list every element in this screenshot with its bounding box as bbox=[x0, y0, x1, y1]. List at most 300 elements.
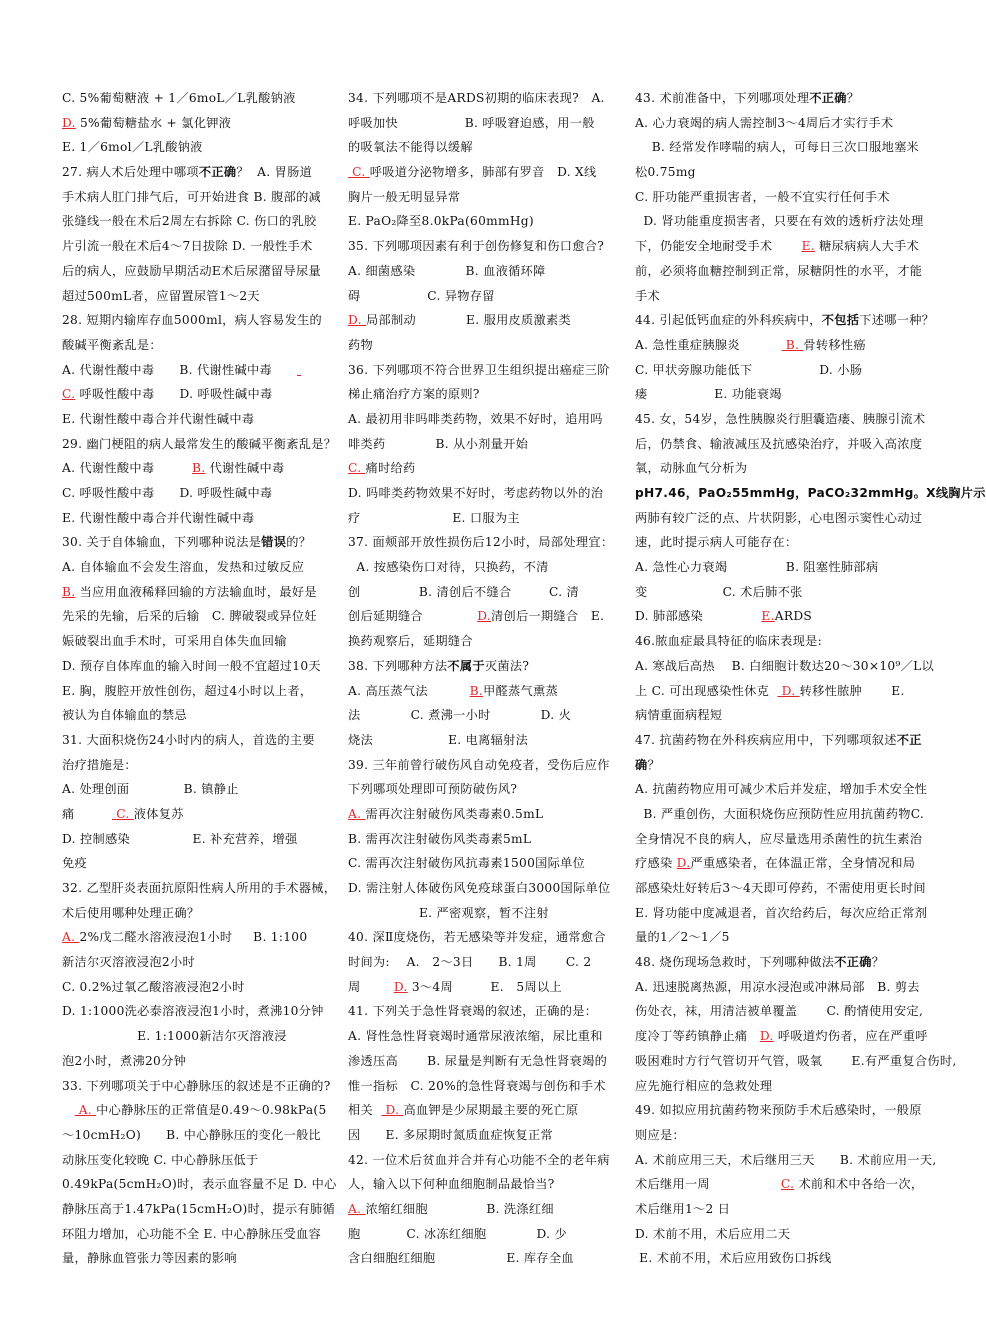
text-segment: 术后继用一周 bbox=[635, 1177, 781, 1192]
text-segment: 胞 C. 冰冻红细胞 D. 少 bbox=[348, 1226, 567, 1241]
text-segment: 变 C. 术后肺不张 bbox=[635, 584, 803, 599]
answer-marker: D. bbox=[393, 979, 408, 994]
text-segment: 全身情况不良的病人，应尽量选用杀菌性的抗生素治 bbox=[635, 831, 923, 846]
text-segment: E. 代谢性酸中毒合并代谢性碱中毒 bbox=[62, 411, 255, 426]
text-segment: 呼吸道分泌物增多，肺部有罗音 D. X线 bbox=[369, 165, 597, 180]
text-segment: 28. 短期内输库存血5000ml，病人容易发生的 bbox=[62, 313, 323, 328]
text-segment: 后的病人，应鼓励早期活动E术后尿潴留导尿量 bbox=[62, 263, 321, 278]
text-segment bbox=[62, 1103, 75, 1117]
text-segment: E. PaO₂降至8.0kPa(60mmHg) bbox=[348, 214, 534, 229]
text-line bbox=[348, 432, 624, 457]
text-segment: A. 寒战后高热 B. 白细胞计数达20～30×10⁹／L以 bbox=[635, 658, 934, 673]
text-segment: 术后继用1～2 日 bbox=[635, 1201, 731, 1216]
text-segment: 相关 bbox=[348, 1103, 382, 1118]
text-segment: 42. 一位术后贫血并合并有心功能不全的老年病 bbox=[348, 1152, 610, 1167]
text-segment: 0.49kPa(5cmH₂O)时，表示血容量不足 D. 中心 bbox=[62, 1177, 337, 1192]
text-line bbox=[635, 1024, 928, 1049]
answer-marker: D. bbox=[62, 115, 76, 130]
text-segment: 糖尿病病人大手术 bbox=[814, 239, 920, 254]
text-segment: 术后使用哪种处理正确？ bbox=[62, 905, 200, 920]
text-line bbox=[62, 407, 338, 432]
text-segment: 静脉压高于1.47kPa(15cmH₂O)时，提示有肺循 bbox=[62, 1201, 335, 1216]
text-line bbox=[348, 481, 624, 506]
text-segment: 度冷丁等药镇静止痛 bbox=[635, 1029, 760, 1044]
text-line bbox=[635, 975, 920, 1000]
text-segment: 下，仍能安全地耐受手术 bbox=[635, 239, 802, 254]
emphasis-text: 错误 bbox=[261, 535, 287, 550]
text-line bbox=[62, 1049, 338, 1074]
text-line bbox=[348, 925, 624, 950]
answer-marker: D. bbox=[676, 856, 691, 871]
text-line bbox=[62, 1074, 338, 1099]
text-segment: 碍 C. 异物存留 bbox=[348, 288, 495, 303]
text-line bbox=[348, 851, 624, 876]
text-line bbox=[635, 654, 934, 679]
text-segment: 27. 病人术后处理中哪项 bbox=[62, 165, 199, 180]
text-segment: E. 1／6mol／L乳酸钠液 bbox=[62, 140, 203, 155]
text-line bbox=[348, 111, 624, 136]
text-line bbox=[635, 753, 911, 778]
text-line bbox=[62, 358, 338, 383]
text-line bbox=[348, 407, 624, 432]
text-segment: B. 需再次注射破伤风类毒素5mL bbox=[348, 831, 532, 846]
text-segment: A. 代谢性酸中毒 B. 代谢性碱中毒 bbox=[62, 362, 297, 377]
text-segment: E. 严密观察，暂不注射 bbox=[348, 905, 549, 920]
text-line bbox=[62, 777, 338, 802]
text-line bbox=[635, 555, 911, 580]
text-line bbox=[348, 456, 624, 481]
text-line bbox=[62, 234, 338, 259]
text-segment: 酸碱平衡紊乱是： bbox=[62, 337, 162, 352]
text-line bbox=[348, 358, 624, 383]
text-segment: 当应用血液稀释回输的方法输血时，最好是 bbox=[75, 584, 317, 599]
text-line bbox=[348, 1148, 624, 1173]
text-segment: E. 代谢性酸中毒合并代谢性碱中毒 bbox=[62, 510, 255, 525]
text-line bbox=[62, 802, 338, 827]
text-segment: 骨转移性癌 bbox=[803, 337, 866, 352]
text-segment: 药物 bbox=[348, 337, 373, 352]
text-line bbox=[348, 234, 624, 259]
text-segment: 浓缩红细胞 B. 洗涤红细 bbox=[365, 1201, 554, 1216]
text-line bbox=[348, 604, 624, 629]
emphasis-text: pH7.46，PaO₂55mmHg，PaCO₂32mmHg。X线胸片示 bbox=[635, 486, 986, 500]
text-line bbox=[635, 358, 911, 383]
text-segment: 32. 乙型肝炎表面抗原阳性病人所用的手术器械， bbox=[62, 881, 337, 895]
emphasis-text: 不正确 bbox=[809, 91, 847, 105]
text-segment: 呼吸道灼伤者，应在严重呼 bbox=[773, 1029, 928, 1044]
text-segment: 应先施行相应的急救处理 bbox=[635, 1078, 773, 1093]
text-line bbox=[348, 901, 624, 926]
text-line bbox=[348, 1049, 624, 1074]
text-segment: 创后延期缝合 bbox=[348, 609, 478, 624]
text-segment: A. 细菌感染 B. 血液循环障 bbox=[348, 263, 546, 278]
text-segment: 量，静脉血管张力等因素的影响 bbox=[62, 1251, 237, 1266]
text-segment: D. 1:1000洗必泰溶液浸泡1小时，煮沸10分钟 bbox=[62, 1004, 324, 1019]
text-line bbox=[635, 901, 928, 926]
text-segment: 43. 术前准备中，下列哪项处理 bbox=[635, 91, 810, 105]
text-line bbox=[348, 777, 624, 802]
text-segment: 烧法 E. 电离辐射法 bbox=[348, 732, 529, 747]
text-line bbox=[635, 209, 924, 234]
text-segment: D. 控制感染 E. 补充营养，增强 bbox=[62, 831, 298, 846]
text-segment: A. 最初用非吗啡类药物，效果不好时，追用吗 bbox=[348, 411, 603, 426]
text-line bbox=[348, 86, 624, 111]
text-segment: 36. 下列哪项不符合世界卫生组织提出癌症三阶 bbox=[348, 362, 610, 377]
text-segment: 前，必须将血糖控制到正常，尿糖阴性的水平，才能 bbox=[635, 263, 923, 278]
text-line bbox=[62, 999, 338, 1024]
text-segment: 胸片一般无明显异常 bbox=[348, 189, 461, 204]
text-segment: 代谢性碱中毒 bbox=[205, 461, 285, 476]
text-line bbox=[62, 728, 338, 753]
text-line bbox=[348, 1246, 624, 1271]
text-segment: 38. 下列哪种方法 bbox=[348, 658, 448, 673]
text-segment: 34. 下列哪项不是ARDS初期的临床表现? A. bbox=[348, 91, 605, 105]
text-line bbox=[635, 703, 911, 728]
text-line bbox=[348, 975, 624, 1000]
text-segment: 含白细胞红细胞 E. 库存全血 bbox=[348, 1251, 574, 1266]
text-line bbox=[348, 1172, 624, 1197]
text-line bbox=[348, 629, 624, 654]
text-segment: 创 B. 清创后不缝合 C. 清 bbox=[348, 584, 580, 599]
text-segment: D. 肺部感染 bbox=[635, 609, 762, 624]
text-segment: 先采的先输，后采的后输 C. 脾破裂或异位妊 bbox=[62, 609, 317, 624]
text-line bbox=[635, 1123, 911, 1148]
text-line bbox=[635, 530, 911, 555]
text-line bbox=[62, 382, 338, 407]
text-line bbox=[635, 876, 926, 901]
text-line bbox=[635, 1222, 911, 1247]
text-segment: 免疫 bbox=[62, 856, 87, 871]
text-segment: D. 吗啡类药物效果不好时，考虑药物以外的治 bbox=[348, 486, 604, 500]
text-segment: 44. 引起低钙血症的外科疾病中， bbox=[635, 313, 822, 328]
text-segment: 的吸氧法不能得以缓解 bbox=[348, 140, 473, 155]
text-line bbox=[62, 703, 338, 728]
text-line bbox=[62, 160, 338, 185]
text-line bbox=[62, 654, 338, 679]
text-segment: A. 急性心力衰竭 B. 阻塞性肺部病 bbox=[635, 560, 879, 575]
text-segment: ？ bbox=[647, 757, 660, 772]
text-segment: 吸困难时方行气管切开气管，吸氧 E.有严重复合伤时, bbox=[635, 1053, 957, 1068]
text-line bbox=[635, 481, 986, 506]
text-segment: 手术 bbox=[635, 288, 660, 303]
answer-marker: C. bbox=[780, 1177, 795, 1192]
text-line bbox=[635, 382, 911, 407]
answer-marker: C. bbox=[62, 387, 76, 402]
text-segment: 啡类药 B. 从小剂量开始 bbox=[348, 436, 529, 451]
text-line bbox=[635, 950, 911, 975]
text-line bbox=[348, 209, 624, 234]
text-segment: E. 1:1000新洁尔灭溶液浸 bbox=[62, 1029, 287, 1044]
text-line bbox=[348, 580, 624, 605]
text-line bbox=[62, 580, 338, 605]
text-line bbox=[635, 999, 924, 1024]
emphasis-text: 不包括 bbox=[821, 313, 860, 328]
text-segment: C. 呼吸性酸中毒 D. 呼吸性碱中毒 bbox=[62, 486, 273, 500]
text-line bbox=[635, 407, 926, 432]
text-segment: 31. 大面积烧伤24小时内的病人，首选的主要 bbox=[62, 732, 315, 747]
text-segment: 手术病人肛门排气后，可开始进食 B. 腹部的减 bbox=[62, 189, 322, 204]
text-line bbox=[348, 999, 624, 1024]
answer-marker: C. bbox=[348, 461, 366, 476]
text-segment: 瘘 E. 功能衰竭 bbox=[635, 387, 782, 402]
text-line bbox=[62, 135, 338, 160]
text-line bbox=[635, 111, 911, 136]
text-segment: 超过500mL者，应留置尿管1～2天 bbox=[62, 288, 260, 303]
text-segment: 48. 烧伤现场急救时，下列哪种做法 bbox=[635, 955, 835, 970]
text-segment: A. 迅速脱离热源，用凉水浸泡或冲淋局部 B. 剪去 bbox=[635, 979, 920, 994]
text-segment: 因 E. 多尿期时氮质血症恢复正常 bbox=[348, 1127, 553, 1142]
text-line bbox=[348, 530, 624, 555]
text-line bbox=[635, 777, 928, 802]
text-line bbox=[348, 160, 624, 185]
text-segment: A. 处理创面 B. 镇静止 bbox=[62, 782, 239, 797]
text-line bbox=[635, 259, 923, 284]
text-line bbox=[635, 1074, 911, 1099]
text-line bbox=[635, 580, 911, 605]
column-middle bbox=[348, 86, 624, 1271]
emphasis-text: 不正 bbox=[896, 732, 922, 747]
text-line bbox=[348, 1222, 624, 1247]
answer-marker: B. bbox=[469, 683, 484, 698]
text-line bbox=[348, 1024, 624, 1049]
text-segment: 液体复苏 bbox=[133, 806, 184, 821]
text-segment: 49. 如拟应用抗菌药物来预防手术后感染时，一般原 bbox=[635, 1103, 922, 1118]
text-line bbox=[62, 530, 338, 555]
text-line bbox=[62, 950, 338, 975]
text-line bbox=[635, 925, 911, 950]
text-line bbox=[62, 1123, 338, 1148]
text-segment: 45. 女，54岁，急性胰腺炎行胆囊造瘘、胰腺引流术 bbox=[635, 411, 926, 426]
text-line bbox=[348, 703, 624, 728]
text-line bbox=[635, 1197, 911, 1222]
text-segment: 伤处衣，袜，用清洁被单覆盖 C. 酌情使用安定, bbox=[635, 1004, 924, 1019]
text-line bbox=[635, 284, 911, 309]
text-segment: ？ A. 胃肠道 bbox=[236, 165, 313, 180]
text-segment: E. 肾功能中度减退者，首次给药后，每次应给正常剂 bbox=[635, 905, 928, 920]
text-line bbox=[635, 1148, 937, 1173]
text-segment: A. 按感染伤口对待，只换药，不清 bbox=[348, 560, 549, 575]
text-segment: ～10cmH₂O) B. 中心静脉压的变化一般比 bbox=[62, 1127, 322, 1142]
text-segment: A. 术前应用三天，术后继用三天 B. 术前应用一天, bbox=[635, 1152, 937, 1167]
text-line bbox=[348, 1197, 624, 1222]
answer-marker: B. bbox=[781, 337, 804, 352]
text-segment: 娠破裂出血手术时，可采用自体失血回输 bbox=[62, 634, 287, 649]
text-segment: D. 需注射人体破伤风免疫球蛋白3000国际单位 bbox=[348, 881, 611, 895]
answer-marker: D. bbox=[777, 683, 800, 698]
text-line bbox=[348, 185, 624, 210]
text-line bbox=[62, 1148, 338, 1173]
text-line bbox=[348, 555, 624, 580]
text-line bbox=[348, 950, 624, 975]
text-line bbox=[62, 209, 338, 234]
answer-marker: C. bbox=[112, 806, 134, 821]
text-line bbox=[62, 975, 338, 1000]
text-line bbox=[62, 753, 338, 778]
text-segment: 动脉压变化较晚 C. 中心静脉压低于 bbox=[62, 1152, 259, 1167]
text-segment: 法 C. 煮沸一小时 D. 火 bbox=[348, 708, 572, 723]
text-line bbox=[62, 481, 338, 506]
text-line bbox=[348, 308, 624, 333]
text-segment: 3～4周 E. 5周以上 bbox=[407, 979, 562, 994]
text-line bbox=[348, 753, 624, 778]
text-segment: 47. 抗菌药物在外科疾病应用中，下列哪项叙述 bbox=[635, 732, 897, 747]
text-segment: 甲醛蒸气熏蒸 bbox=[483, 683, 559, 698]
answer-marker: D. bbox=[381, 1103, 404, 1118]
text-segment: A. 肾性急性肾衰竭时通常尿液浓缩，尿比重和 bbox=[348, 1029, 603, 1044]
text-segment: 疗 E. 口服为主 bbox=[348, 510, 520, 525]
text-segment: 严重感染者，在体温正常，全身情况和局 bbox=[690, 856, 916, 871]
text-line bbox=[635, 135, 920, 160]
text-segment: A. 心力衰竭的病人需控制3～4周后才实行手术 bbox=[635, 115, 894, 130]
text-segment: B. 严重创伤，大面积烧伤应预防性应用抗菌药物C. bbox=[635, 806, 925, 821]
text-segment: 周 bbox=[348, 979, 394, 994]
text-segment: E. 术前不用，术后应用致伤口拆线 bbox=[635, 1251, 832, 1266]
text-line bbox=[348, 382, 624, 407]
text-segment: 两肺有较广泛的点、片状阴影，心电图示窦性心动过 bbox=[635, 510, 923, 525]
text-segment: 清创后一期缝合 E. bbox=[491, 609, 605, 624]
text-segment: ARDS bbox=[774, 609, 813, 624]
text-line bbox=[62, 851, 338, 876]
text-line bbox=[62, 432, 338, 457]
emphasis-text: 不属于 bbox=[447, 658, 485, 673]
text-segment: ？ bbox=[846, 91, 860, 105]
text-segment: 氧，动脉血气分析为 bbox=[635, 461, 748, 476]
text-line bbox=[62, 86, 338, 111]
column-right bbox=[635, 86, 986, 1271]
text-segment: D. 术前不用，术后应用二天 bbox=[635, 1226, 791, 1241]
text-segment: D. 肾功能重度损害者，只要在有效的透析疗法处理 bbox=[635, 214, 924, 229]
text-segment: 呼吸性酸中毒 D. 呼吸性碱中毒 bbox=[75, 387, 273, 402]
text-line bbox=[635, 802, 925, 827]
text-segment: 惟一指标 C. 20%的急性肾衰竭与创伤和手术 bbox=[348, 1078, 606, 1093]
text-line bbox=[348, 876, 624, 901]
text-line bbox=[62, 629, 338, 654]
text-line bbox=[62, 308, 338, 333]
emphasis-text: 不正确 bbox=[834, 955, 872, 970]
text-segment: C. 需再次注射破伤风抗毒素1500国际单位 bbox=[348, 856, 586, 871]
answer-marker: E. bbox=[761, 609, 775, 624]
text-line bbox=[635, 86, 911, 111]
answer-marker: A. bbox=[348, 1201, 366, 1216]
answer-marker: D. bbox=[477, 609, 491, 624]
text-segment: B. 经常发作哮喘的病人，可每日三次口服地塞米 bbox=[635, 140, 920, 155]
text-segment: 灭菌法? bbox=[484, 658, 530, 673]
text-line bbox=[635, 308, 935, 333]
text-segment: 被认为自体输血的禁忌 bbox=[62, 708, 187, 723]
text-line bbox=[635, 604, 911, 629]
text-segment: 换药观察后，延期缝合 bbox=[348, 634, 473, 649]
answer-marker bbox=[297, 363, 301, 377]
text-line bbox=[635, 1172, 924, 1197]
text-segment: 则应是： bbox=[635, 1127, 685, 1142]
text-segment: 下述哪一种？ bbox=[859, 313, 935, 328]
text-segment: 部感染灶好转后3～4天即可停药，不需使用更长时间 bbox=[635, 881, 926, 895]
text-line bbox=[62, 876, 338, 901]
answer-marker: D. bbox=[759, 1029, 774, 1044]
text-segment: 35. 下列哪项因素有利于创伤修复和伤口愈合? bbox=[348, 239, 605, 254]
text-segment: 松0.75mg bbox=[635, 165, 696, 180]
text-segment: 的？ bbox=[286, 535, 312, 550]
text-line bbox=[635, 1098, 922, 1123]
text-segment: C. 甲状旁腺功能低下 D. 小肠 bbox=[635, 362, 863, 377]
text-segment: 高血钾是少尿期最主要的死亡原 bbox=[403, 1103, 579, 1118]
text-segment: 上 C. 可出现感染性休克 bbox=[635, 683, 778, 698]
text-segment: C. 0.2%过氧乙酸溶液浸泡2小时 bbox=[62, 979, 245, 994]
text-line bbox=[635, 827, 923, 852]
text-segment: E. 胸，腹腔开放性创伤，超过4小时以上者， bbox=[62, 683, 313, 698]
text-line bbox=[62, 1197, 338, 1222]
text-segment: 下列哪项处理即可预防破伤风? bbox=[348, 782, 518, 797]
text-line bbox=[62, 679, 338, 704]
text-segment: C. 肝功能严重损害者，一般不宜实行任何手术 bbox=[635, 189, 890, 204]
text-line bbox=[348, 135, 624, 160]
text-segment: 泡2小时，煮沸20分钟 bbox=[62, 1053, 187, 1068]
text-segment: 29. 幽门梗阻的病人最常发生的酸碱平衡紊乱是？ bbox=[62, 436, 337, 451]
text-segment: 30. 关于自体输血，下列哪种说法是 bbox=[62, 535, 262, 550]
text-line bbox=[348, 506, 624, 531]
text-line bbox=[348, 827, 624, 852]
emphasis-text: 确 bbox=[635, 757, 648, 772]
text-segment: 痛时给药 bbox=[365, 461, 416, 476]
text-line bbox=[348, 679, 624, 704]
answer-marker: B. bbox=[62, 584, 76, 599]
text-line bbox=[348, 284, 624, 309]
text-segment: ？ bbox=[871, 955, 885, 970]
text-line bbox=[635, 1049, 957, 1074]
text-line bbox=[62, 555, 338, 580]
text-line bbox=[635, 728, 922, 753]
text-line bbox=[62, 901, 338, 926]
text-segment: 40. 深Ⅱ度烧伤，若无感染等并发症，通常愈合 bbox=[348, 930, 606, 945]
text-line bbox=[62, 111, 338, 136]
text-segment: 33. 下列哪项关于中心静脉压的叙述是不正确的? bbox=[62, 1078, 331, 1093]
text-segment: 梯止痛治疗方案的原则? bbox=[348, 387, 480, 402]
text-segment: 新洁尔灭溶液浸泡2小时 bbox=[62, 955, 195, 970]
text-segment: A. 自体输血不会发生溶血，发热和过敏反应 bbox=[62, 560, 305, 575]
text-segment: 病情重面病程短 bbox=[635, 708, 723, 723]
answer-marker: A. bbox=[348, 806, 366, 821]
text-line bbox=[62, 604, 338, 629]
text-line bbox=[62, 1024, 338, 1049]
text-segment: 速，此时提示病人可能存在： bbox=[635, 535, 798, 550]
text-line bbox=[62, 259, 338, 284]
text-segment: 人，输入以下何种血细胞制品最恰当? bbox=[348, 1177, 555, 1192]
text-line bbox=[62, 1222, 338, 1247]
text-line bbox=[62, 1246, 338, 1271]
text-line bbox=[348, 1123, 624, 1148]
text-line bbox=[348, 259, 624, 284]
text-line bbox=[62, 284, 338, 309]
text-segment: A. 抗菌药物应用可减少术后并发症，增加手术安全性 bbox=[635, 782, 928, 797]
answer-marker: A. bbox=[62, 930, 80, 945]
text-segment: 呼吸加快 B. 呼吸窘迫感，用一般 bbox=[348, 115, 595, 130]
answer-marker: A. bbox=[74, 1103, 97, 1118]
text-segment: 5%葡萄糖盐水 + 氯化钾液 bbox=[75, 115, 232, 130]
text-segment: 后，仍禁食、输液减压及抗感染治疗，并吸入高浓度 bbox=[635, 436, 923, 451]
text-segment: A. 急性重症胰腺炎 bbox=[635, 337, 782, 352]
text-segment: 片引流一般在术后4～7日拔除 D. 一般性手术 bbox=[62, 239, 313, 254]
text-segment: 2%戊二醛水溶液浸泡1小时 B. 1:100 bbox=[79, 930, 308, 945]
text-segment: 中心静脉压的正常值是0.49～0.98kPa(5 bbox=[96, 1103, 327, 1118]
text-segment: 需再次注射破伤风类毒素0.5mL bbox=[365, 806, 544, 821]
text-segment: 量的1／2～1／5 bbox=[635, 930, 730, 945]
text-line bbox=[348, 802, 624, 827]
text-line bbox=[62, 925, 338, 950]
text-segment: 环阻力增加，心功能不全 E. 中心静脉压受血容 bbox=[62, 1226, 321, 1241]
text-line bbox=[62, 506, 338, 531]
text-line bbox=[62, 1172, 338, 1197]
text-segment: 局部制动 E. 服用皮质激素类 bbox=[366, 313, 571, 328]
